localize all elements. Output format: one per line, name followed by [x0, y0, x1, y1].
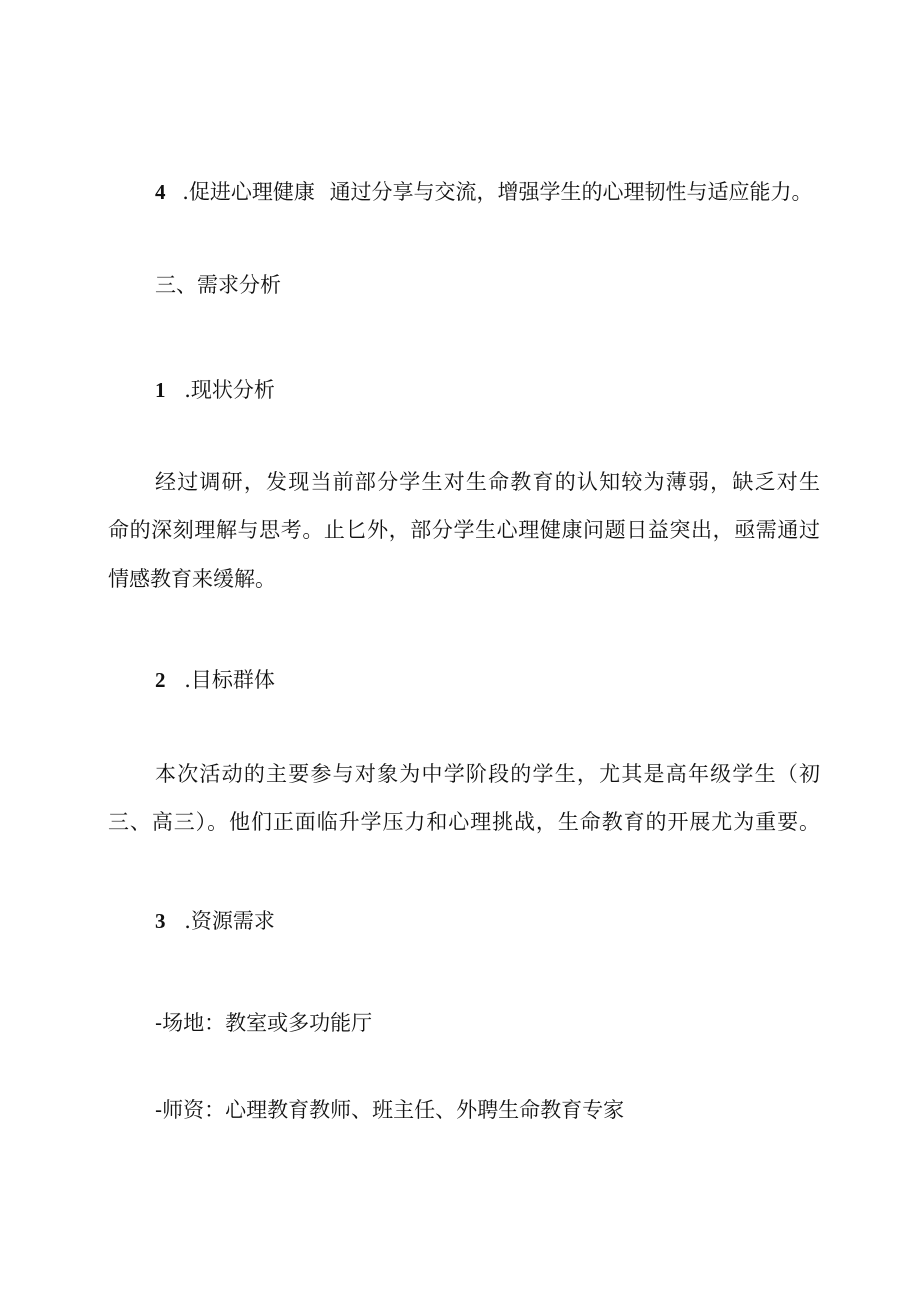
paragraph-line: 命的深刻理解与思考。止匕外，部分学生心理健康问题日益突出，亟需通过: [108, 518, 820, 542]
paragraph-line: 三、高三）。他们正面临升学压力和心理挑战，生命教育的开展尤为重要。: [108, 810, 820, 834]
paragraph-line: 本次活动的主要参与对象为中学阶段的学生，尤其是高年级学生（初: [155, 762, 820, 786]
item-text: 通过分享与交流，增强学生的心理韧性与适应能力。: [329, 180, 813, 204]
item-title: .资源需求: [184, 909, 275, 933]
subheading-target-group: [155, 662, 820, 698]
item-number: 1: [155, 378, 166, 402]
section-heading-needs-analysis: 三、需求分析: [155, 273, 281, 297]
item-number: 3: [155, 909, 166, 933]
item-title: .促进心理健康: [182, 180, 315, 204]
subheading-resource-needs: [155, 903, 820, 939]
subheading-status-analysis: [155, 372, 820, 408]
paragraph-line: 经过调研，发现当前部分学生对生命教育的认知较为薄弱，缺乏对生: [155, 470, 820, 494]
goal-item-4: [155, 174, 820, 210]
item-number: 4: [155, 180, 166, 204]
item-title: .现状分析: [184, 378, 275, 402]
resource-item-staff: -师资：心理教育教师、班主任、外聘生命教育专家: [155, 1098, 625, 1122]
item-number: 2: [155, 668, 166, 692]
item-title: .目标群体: [184, 668, 275, 692]
paragraph-line: 情感教育来缓解。: [108, 567, 276, 591]
resource-item-venue: -场地：教室或多功能厅: [155, 1011, 373, 1035]
